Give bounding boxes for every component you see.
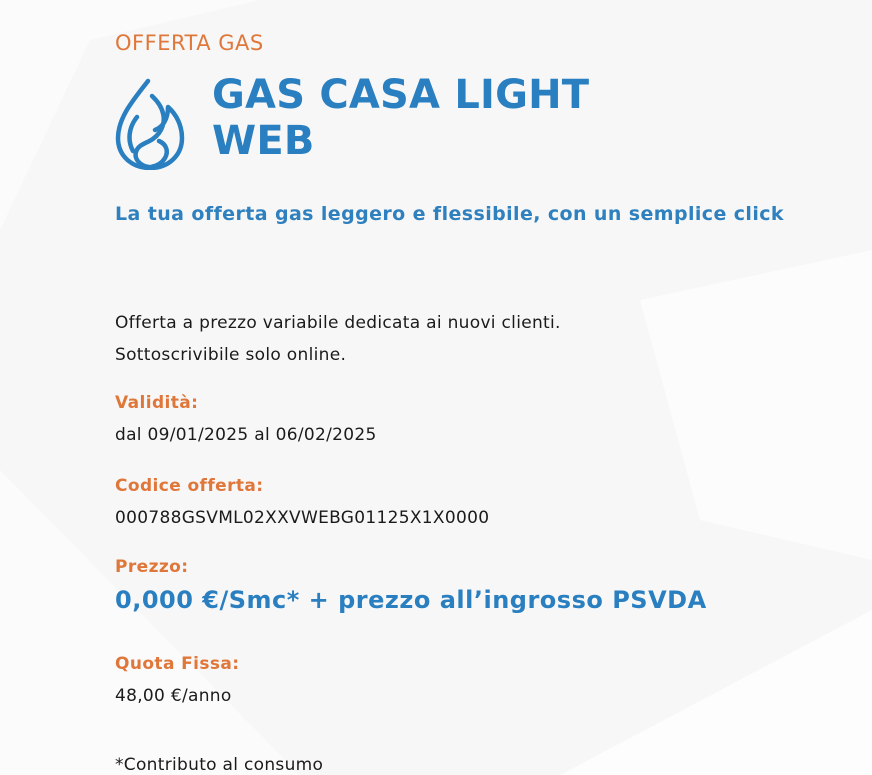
offer-description-line-2: Sottoscrivibile solo online. xyxy=(115,345,347,365)
offer-category: OFFERTA GAS xyxy=(115,31,264,55)
footnote: *Contributo al consumo xyxy=(115,755,324,775)
offer-description xyxy=(115,307,845,371)
price-label: Prezzo: xyxy=(115,557,189,577)
price-value: 0,000 €/Smc* + prezzo all’ingrosso PSVDA xyxy=(115,586,707,614)
validity-label: Validità: xyxy=(115,393,199,413)
offer-title xyxy=(212,72,812,164)
validity-value: dal 09/01/2025 al 06/02/2025 xyxy=(115,425,377,445)
flame-icon xyxy=(115,78,185,170)
fixed-fee-label: Quota Fissa: xyxy=(115,654,240,674)
offer-code-value: 000788GSVML02XXVWEBG01125X1X0000 xyxy=(115,508,490,528)
offer-title-line-2: WEB xyxy=(212,118,315,164)
offer-code-label: Codice offerta: xyxy=(115,476,264,496)
fixed-fee-value: 48,00 €/anno xyxy=(115,686,232,706)
offer-title-line-1: GAS CASA LIGHT xyxy=(212,72,590,118)
offer-description-line-1: Offerta a prezzo variabile dedicata ai nuovi clienti. xyxy=(115,313,561,333)
offer-subtitle: La tua offerta gas leggero e flessibile, con un semplice click xyxy=(115,203,784,225)
